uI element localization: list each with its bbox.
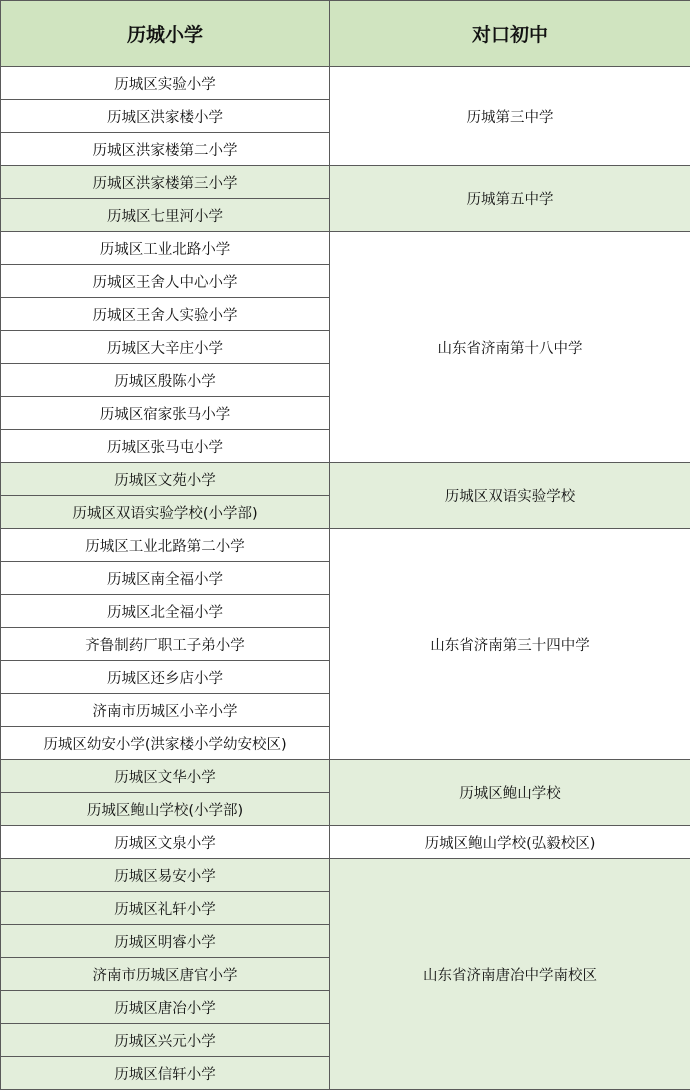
primary-school-cell: 历城区北全福小学 [1, 595, 330, 628]
primary-school-cell: 济南市历城区小辛小学 [1, 694, 330, 727]
primary-school-cell: 历城区文泉小学 [1, 826, 330, 859]
primary-school-cell: 历城区大辛庄小学 [1, 331, 330, 364]
primary-school-cell: 历城区唐冶小学 [1, 991, 330, 1024]
primary-school-cell: 历城区明睿小学 [1, 925, 330, 958]
middle-school-cell: 山东省济南唐冶中学南校区 [330, 859, 690, 1090]
primary-school-cell: 历城区王舍人实验小学 [1, 298, 330, 331]
primary-school-cell: 历城区南全福小学 [1, 562, 330, 595]
primary-school-cell: 历城区王舍人中心小学 [1, 265, 330, 298]
table-row [1, 826, 690, 859]
primary-school-cell: 齐鲁制药厂职工子弟小学 [1, 628, 330, 661]
primary-school-cell: 历城区兴元小学 [1, 1024, 330, 1057]
table-row [1, 463, 690, 496]
primary-school-cell: 历城区幼安小学(洪家楼小学幼安校区) [1, 727, 330, 760]
primary-school-cell: 历城区易安小学 [1, 859, 330, 892]
table-row [1, 760, 690, 793]
header-primary-school: 历城小学 [1, 1, 330, 67]
primary-school-cell: 历城区洪家楼第二小学 [1, 133, 330, 166]
primary-school-cell: 历城区殷陈小学 [1, 364, 330, 397]
middle-school-cell: 山东省济南第十八中学 [330, 232, 690, 463]
primary-school-cell: 历城区工业北路小学 [1, 232, 330, 265]
primary-school-cell: 历城区双语实验学校(小学部) [1, 496, 330, 529]
primary-school-cell: 历城区信轩小学 [1, 1057, 330, 1090]
primary-school-cell: 历城区实验小学 [1, 67, 330, 100]
primary-school-cell: 历城区还乡店小学 [1, 661, 330, 694]
middle-school-cell: 山东省济南第三十四中学 [330, 529, 690, 760]
table-row [1, 859, 690, 892]
table-row [1, 166, 690, 199]
middle-school-cell: 历城第五中学 [330, 166, 690, 232]
middle-school-cell: 历城区双语实验学校 [330, 463, 690, 529]
table-row [1, 232, 690, 265]
table-row [1, 529, 690, 562]
middle-school-cell: 历城第三中学 [330, 67, 690, 166]
table-row [1, 67, 690, 100]
primary-school-cell: 历城区工业北路第二小学 [1, 529, 330, 562]
primary-school-cell: 历城区文苑小学 [1, 463, 330, 496]
primary-school-cell: 历城区宿家张马小学 [1, 397, 330, 430]
primary-school-cell: 历城区张马屯小学 [1, 430, 330, 463]
middle-school-cell: 历城区鲍山学校(弘毅校区) [330, 826, 690, 859]
table-body [1, 67, 690, 1090]
primary-school-cell: 济南市历城区唐官小学 [1, 958, 330, 991]
primary-school-cell: 历城区洪家楼第三小学 [1, 166, 330, 199]
primary-school-cell: 历城区七里河小学 [1, 199, 330, 232]
primary-school-cell: 历城区礼轩小学 [1, 892, 330, 925]
table-header-row [1, 1, 690, 67]
middle-school-cell: 历城区鲍山学校 [330, 760, 690, 826]
primary-school-cell: 历城区文华小学 [1, 760, 330, 793]
primary-school-cell: 历城区鲍山学校(小学部) [1, 793, 330, 826]
header-middle-school: 对口初中 [330, 1, 690, 67]
primary-school-cell: 历城区洪家楼小学 [1, 100, 330, 133]
